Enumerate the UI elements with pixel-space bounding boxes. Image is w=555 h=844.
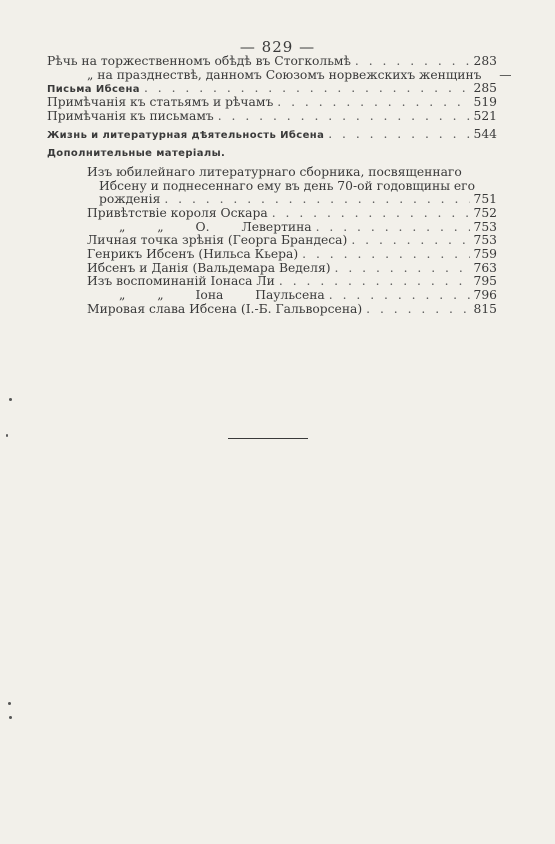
entry-title: Мировая слава Ибсена (І.-Б. Гальворсена)	[87, 301, 363, 316]
entry-title: Примѣчанія къ письмамъ	[47, 108, 214, 123]
entry-title: Рѣчь на торжественномъ обѣдѣ въ Стогкольмѣ	[47, 54, 351, 68]
entry-page: 815	[473, 301, 497, 316]
entry-page: 285	[473, 81, 497, 96]
entry-title: „ „ Іона Паульсена	[119, 288, 325, 302]
entry-title: Изъ воспоминаній Іонаса Ли	[87, 274, 275, 289]
entry-title: Генрикъ Ибсенъ (Нильса Кьера)	[87, 246, 299, 261]
page-number: — 829 —	[239, 38, 316, 56]
toc-entry	[47, 67, 512, 83]
dot-leader	[355, 55, 470, 69]
entry-title: Жизнь и литературная дѣятельность Ибсена	[47, 130, 325, 142]
entry-page: 752	[473, 205, 497, 220]
dot-leader	[328, 128, 469, 142]
entry-page: 753	[473, 219, 497, 234]
dot-leader	[277, 96, 469, 110]
entry-page: 283	[473, 54, 497, 68]
toc-entry	[47, 303, 497, 317]
dot-leader	[218, 110, 470, 124]
end-rule	[228, 438, 308, 439]
paper-speck	[9, 398, 12, 401]
entry-page: 519	[473, 95, 497, 110]
dot-leader	[144, 82, 470, 96]
entry-title: „ „ О. Левертина	[119, 219, 312, 234]
dot-leader	[302, 248, 469, 262]
entry-title: Личная точка зрѣнія (Георга Брандеса)	[87, 233, 348, 248]
toc-entry	[47, 110, 497, 124]
dot-leader	[316, 221, 470, 235]
paper-speck	[6, 434, 8, 437]
toc-entry	[47, 207, 497, 221]
toc-entry	[47, 221, 497, 235]
dot-leader	[366, 303, 469, 317]
toc-entry	[47, 180, 497, 194]
paper-speck	[8, 702, 11, 705]
dot-leader	[329, 289, 470, 303]
entry-title: „ на празднествѣ, данномъ Союзомъ норвежскихъ женщинъ	[87, 67, 482, 82]
table-of-contents	[47, 54, 512, 316]
entry-page: 763	[473, 260, 497, 275]
dot-leader	[335, 262, 470, 276]
entry-page: 751	[473, 192, 497, 207]
entry-page: 759	[473, 246, 497, 261]
toc-entry	[47, 193, 497, 207]
entry-page: 796	[473, 288, 497, 302]
dot-leader	[279, 275, 470, 289]
dot-leader	[351, 234, 469, 248]
toc-entry	[47, 82, 497, 96]
paper-speck	[9, 716, 12, 719]
entry-page: 795	[473, 274, 497, 289]
entry-title: Изъ юбилейнаго литературнаго сборника, посвященнаго	[87, 164, 462, 179]
entry-title: Письма Ибсена	[47, 84, 140, 96]
entry-page: 521	[473, 108, 497, 123]
dot-leader	[272, 207, 470, 221]
toc-entry	[47, 166, 497, 180]
toc-entry	[47, 234, 497, 248]
toc-entry	[47, 262, 497, 276]
dot-leader	[164, 193, 469, 207]
section-heading	[47, 147, 497, 161]
entry-title: Примѣчанія къ статьямъ и рѣчамъ	[47, 95, 274, 110]
toc-entry	[47, 275, 497, 289]
toc-entry	[47, 55, 497, 69]
entry-title: Ибсену и поднесеннаго ему въ день 70-ой годовщины его	[99, 178, 476, 193]
entry-page: —	[499, 67, 512, 82]
entry-title: Ибсенъ и Данія (Вальдемара Веделя)	[87, 260, 331, 275]
entry-page: 544	[473, 127, 497, 142]
section-title: Дополнительные матеріалы.	[47, 148, 226, 160]
entry-title: рожденія	[99, 192, 161, 207]
entry-page: 753	[473, 233, 497, 248]
entry-title: Привѣтствіе короля Оскара	[87, 205, 268, 220]
toc-entry	[47, 289, 497, 303]
toc-entry	[47, 96, 497, 110]
toc-entry	[47, 248, 497, 262]
toc-entry	[47, 128, 497, 142]
